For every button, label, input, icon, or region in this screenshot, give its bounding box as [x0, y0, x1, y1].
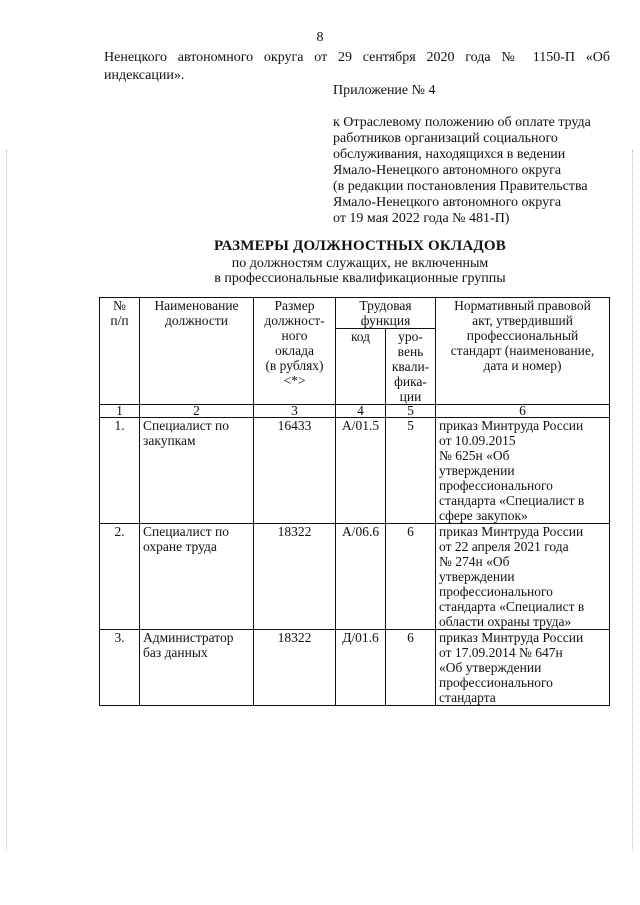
- header-salary: Размер должност- ного оклада (в рублях) <*>: [254, 298, 336, 405]
- lead-paragraph: [104, 49, 610, 85]
- row-salary: 18322: [254, 524, 336, 630]
- row-code: А/06.6: [336, 524, 386, 630]
- table-row: [100, 630, 610, 706]
- row-num: 3.: [100, 630, 140, 706]
- row-position: Специалист по охране труда: [140, 524, 254, 630]
- appendix-reference: [333, 115, 591, 227]
- appendix-ref-line: (в редакции постановления Правительства: [333, 179, 588, 194]
- appendix-ref-line: от 19 мая 2022 года № 481-П): [333, 211, 510, 226]
- row-salary: 16433: [254, 418, 336, 524]
- salary-table-wrapper: [99, 297, 609, 706]
- document-title: РАЗМЕРЫ ДОЛЖНОСТНЫХ ОКЛАДОВ: [214, 238, 506, 254]
- header-name: Наименование должности: [140, 298, 254, 405]
- row-level: 6: [386, 630, 436, 706]
- appendix-ref-line: работников организаций социального: [333, 131, 558, 146]
- column-number: 6: [436, 405, 610, 418]
- header-labor-function: Трудовая функция: [336, 298, 436, 329]
- appendix-number: Приложение № 4: [333, 83, 436, 98]
- column-number-row: [100, 405, 610, 418]
- row-level: 5: [386, 418, 436, 524]
- row-position: Специалист по закупкам: [140, 418, 254, 524]
- page-number: 8: [316, 30, 324, 45]
- header-level: уро- вень квали- фика- ции: [386, 329, 436, 405]
- row-salary: 18322: [254, 630, 336, 706]
- table-header-row: [100, 298, 610, 329]
- appendix-ref-line: обслуживания, находящихся в ведении: [333, 147, 566, 162]
- column-number: 3: [254, 405, 336, 418]
- table-row: [100, 524, 610, 630]
- lead-line-2: индексации».: [104, 68, 185, 83]
- column-number: 1: [100, 405, 140, 418]
- subtitle-line-1: по должностям служащих, не включенным: [231, 256, 489, 271]
- row-act: приказ Минтруда России от 17.09.2014 № 647н «Об утверждении профессионального стандарта: [436, 630, 610, 706]
- scan-margin-left: [6, 150, 8, 850]
- row-level: 6: [386, 524, 436, 630]
- row-act: приказ Минтруда России от 10.09.2015 № 625н «Об утверждении профессионального стандарта «Специалист в сфере закупок»: [436, 418, 610, 524]
- column-number: 5: [386, 405, 436, 418]
- scan-margin-right: [632, 150, 634, 850]
- row-act: приказ Минтруда России от 22 апреля 2021 года № 274н «Об утверждении профессионального стандарта «Специалист в области охраны труда»: [436, 524, 610, 630]
- header-num: № п/п: [100, 298, 140, 405]
- row-position: Администратор баз данных: [140, 630, 254, 706]
- column-number: 2: [140, 405, 254, 418]
- document-subtitle: [0, 256, 640, 286]
- lead-line-1: Ненецкого автономного округа от 29 сентября 2020 года № 1150-П «Об: [104, 50, 610, 65]
- row-num: 1.: [100, 418, 140, 524]
- subtitle-line-2: в профессиональные квалификационные группы: [214, 271, 506, 286]
- row-code: Д/01.6: [336, 630, 386, 706]
- appendix-ref-line: Ямало-Ненецкого автономного округа: [333, 195, 562, 210]
- salary-table: [99, 297, 610, 706]
- header-code: код: [336, 329, 386, 405]
- column-number: 4: [336, 405, 386, 418]
- header-act: Нормативный правовой акт, утвердивший профессиональный стандарт (наименование, дата и номер): [436, 298, 610, 405]
- row-code: А/01.5: [336, 418, 386, 524]
- table-row: [100, 418, 610, 524]
- appendix-ref-line: к Отраслевому положению об оплате труда: [333, 115, 591, 130]
- row-num: 2.: [100, 524, 140, 630]
- appendix-ref-line: Ямало-Ненецкого автономного округа: [333, 163, 562, 178]
